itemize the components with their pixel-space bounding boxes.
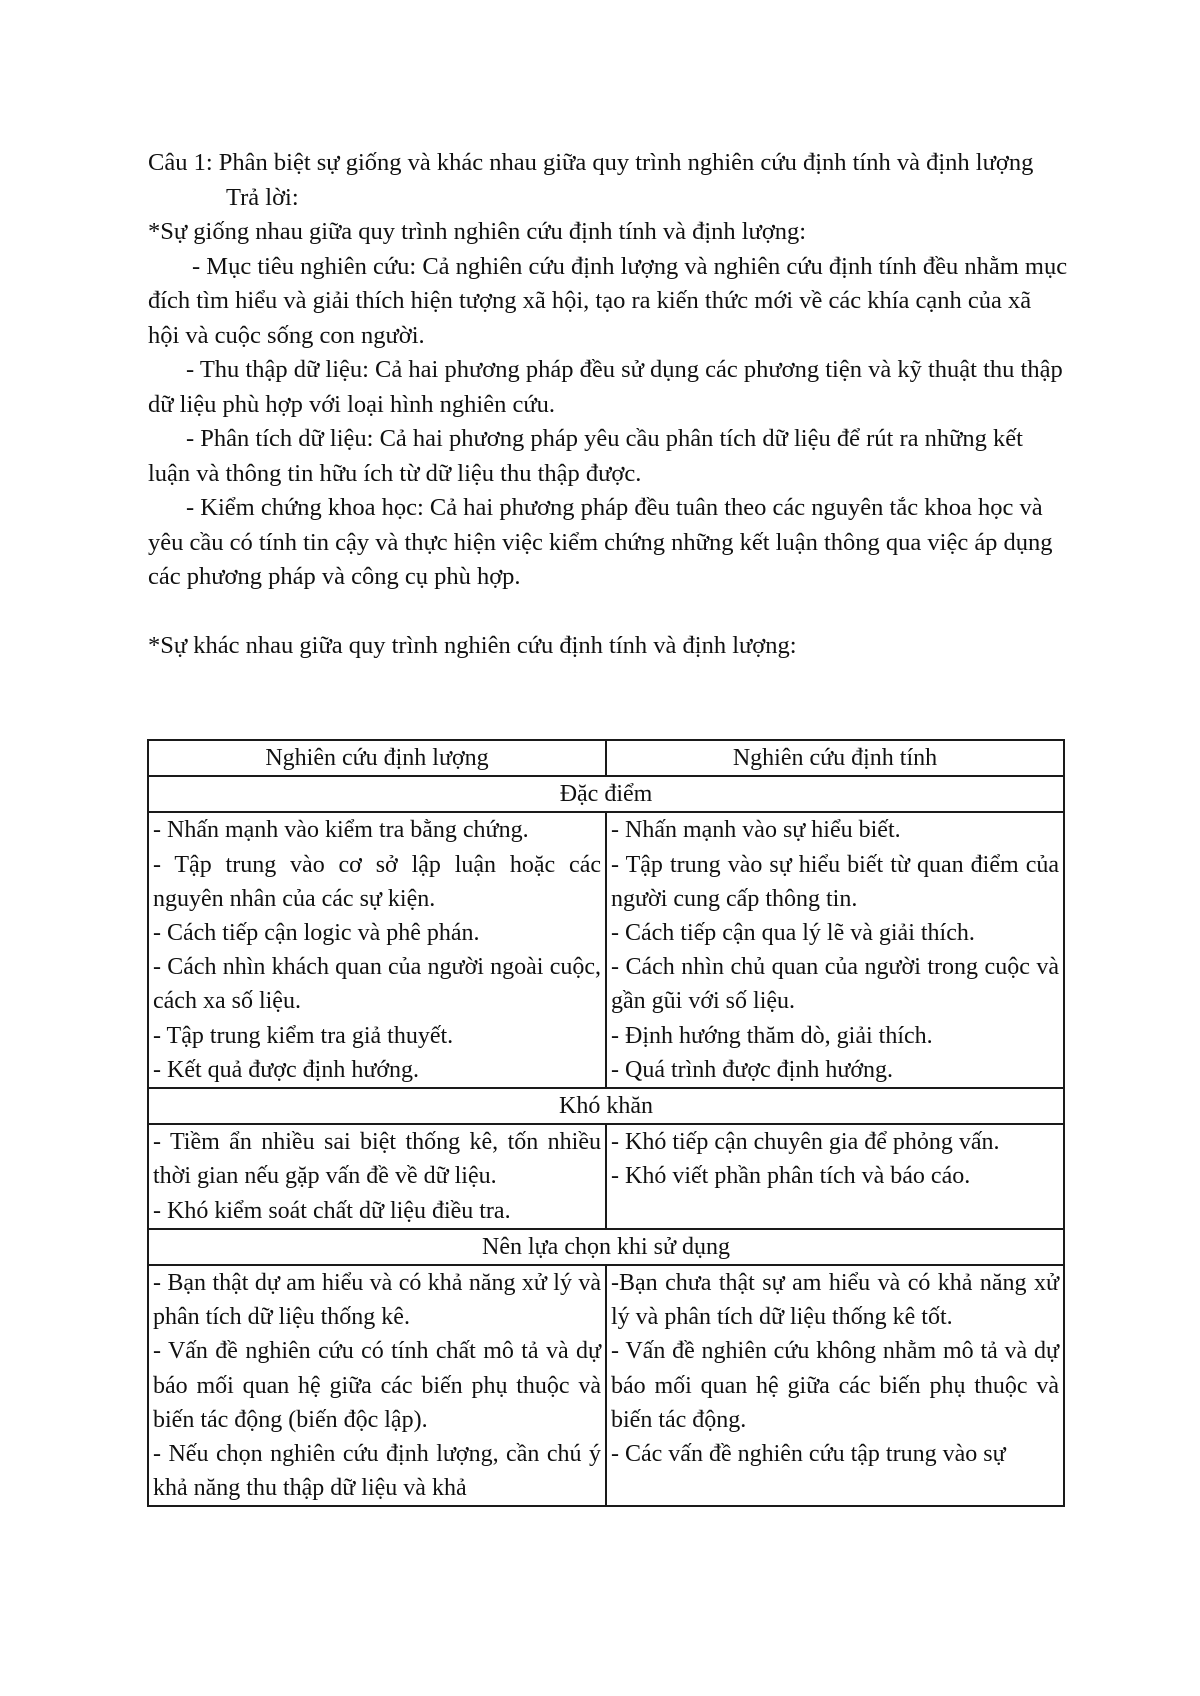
section-row-difficulties [148,1088,1064,1124]
table-row-difficulties [148,1124,1064,1229]
list-item: - Cách nhìn khách quan của người ngoài cuộc, cách xa số liệu. [153,954,601,1015]
list-item: - Khó tiếp cận chuyên gia để phỏng vấn. [611,1129,1000,1156]
list-item: - Tập trung kiểm tra giả thuyết. [153,1022,454,1049]
list-item: - Tiềm ẩn nhiều sai biệt thống kê, tốn nhiều thời gian nếu gặp vấn đề về dữ liệu. [153,1129,601,1190]
section-row-when-to-choose [148,1229,1064,1265]
cell-qualitative-characteristics [606,812,1064,1088]
cell-quantitative-when-to-choose [148,1265,606,1506]
list-item: - Tập trung vào sự hiểu biết từ quan điểm của người cung cấp thông tin. [611,851,1059,912]
comparison-table-container [140,730,1080,1546]
list-item: - Nếu chọn nghiên cứu định lượng, cần chú ý khả năng thu thập dữ liệu và khả [153,1441,601,1502]
cell-qualitative-when-to-choose [606,1265,1064,1506]
similarity-item-scientific-verification: - Kiểm chứng khoa học: Cả hai phương pháp đều tuân theo các nguyên tắc khoa học và yêu cầu có tính tin cậy và thực hiện việc kiểm chứng những kết luận thông qua việc áp dụng các phương pháp và công cụ phù hợp. [148,494,1053,590]
list-item: - Nhấn mạnh vào sự hiểu biết. [611,817,901,844]
cell-quantitative-difficulties [148,1124,606,1229]
list-item: - Vấn đề nghiên cứu có tính chất mô tả và dự báo mối quan hệ giữa các biến phụ thuộc và biến tác động (biến độc lập). [153,1338,601,1433]
section-title-characteristics: Đặc điểm [148,776,1064,812]
table-header-row [148,740,1064,776]
list-item: - Các vấn đề nghiên cứu tập trung vào sự [611,1441,1006,1468]
list-item: - Nhấn mạnh vào kiểm tra bằng chứng. [153,817,529,844]
comparison-table [147,739,1065,1507]
answer-label: Trả lời: [226,183,299,211]
list-item: - Cách nhìn chủ quan của người trong cuộc và gần gũi với số liệu. [611,954,1059,1015]
section-title-difficulties: Khó khăn [148,1088,1064,1124]
list-item: - Bạn thật dự am hiểu và có khả năng xử lý và phân tích dữ liệu thống kê. [153,1270,601,1331]
list-item: - Khó viết phần phân tích và báo cáo. [611,1163,971,1190]
list-item: - Cách tiếp cận logic và phê phán. [153,920,480,947]
list-item: - Cách tiếp cận qua lý lẽ và giải thích. [611,920,975,947]
cell-quantitative-characteristics [148,812,606,1088]
list-item: - Khó kiểm soát chất dữ liệu điều tra. [153,1197,511,1224]
table-row-when-to-choose [148,1265,1064,1506]
header-quantitative: Nghiên cứu định lượng [148,740,606,776]
header-qualitative: Nghiên cứu định tính [606,740,1064,776]
section-row-characteristics [148,776,1064,812]
similarity-item-data-analysis: - Phân tích dữ liệu: Cả hai phương pháp yêu cầu phân tích dữ liệu để rút ra những kết luận và thông tin hữu ích từ dữ liệu thu thập được. [148,425,1023,487]
cell-qualitative-difficulties [606,1124,1064,1229]
list-item: - Vấn đề nghiên cứu không nhằm mô tả và dự báo mối quan hệ giữa các biến phụ thuộc và biến tác động. [611,1338,1059,1433]
document-body [148,146,1068,663]
list-item: - Quá trình được định hướng. [611,1056,894,1083]
list-item: - Kết quả được định hướng. [153,1056,420,1083]
list-item: - Tập trung vào cơ sở lập luận hoặc các nguyên nhân của các sự kiện. [153,851,601,912]
similarity-item-data-collection: - Thu thập dữ liệu: Cả hai phương pháp đều sử dụng các phương tiện và kỹ thuật thu thập dữ liệu phù hợp với loại hình nghiên cứu. [148,356,1063,418]
list-item: -Bạn chưa thật sự am hiểu và có khả năng xử lý và phân tích dữ liệu thống kê tốt. [611,1270,1059,1331]
section-title-when-to-choose: Nên lựa chọn khi sử dụng [148,1229,1064,1265]
similarity-item-research-goal: - Mục tiêu nghiên cứu: Cả nghiên cứu định lượng và nghiên cứu định tính đều nhằm mục đích tìm hiểu và giải thích hiện tượng xã hội, tạo ra kiến thức mới về các khía cạnh của xã hội và cuộc sống con người. [148,252,1068,349]
similarities-heading: *Sự giống nhau giữa quy trình nghiên cứu định tính và định lượng: [148,218,807,245]
differences-heading: *Sự khác nhau giữa quy trình nghiên cứu định tính và định lượng: [148,631,797,659]
question-text: Câu 1: Phân biệt sự giống và khác nhau giữa quy trình nghiên cứu định tính và định lượng [148,149,1034,176]
list-item: - Định hướng thăm dò, giải thích. [611,1022,933,1049]
table-row-characteristics [148,812,1064,1088]
